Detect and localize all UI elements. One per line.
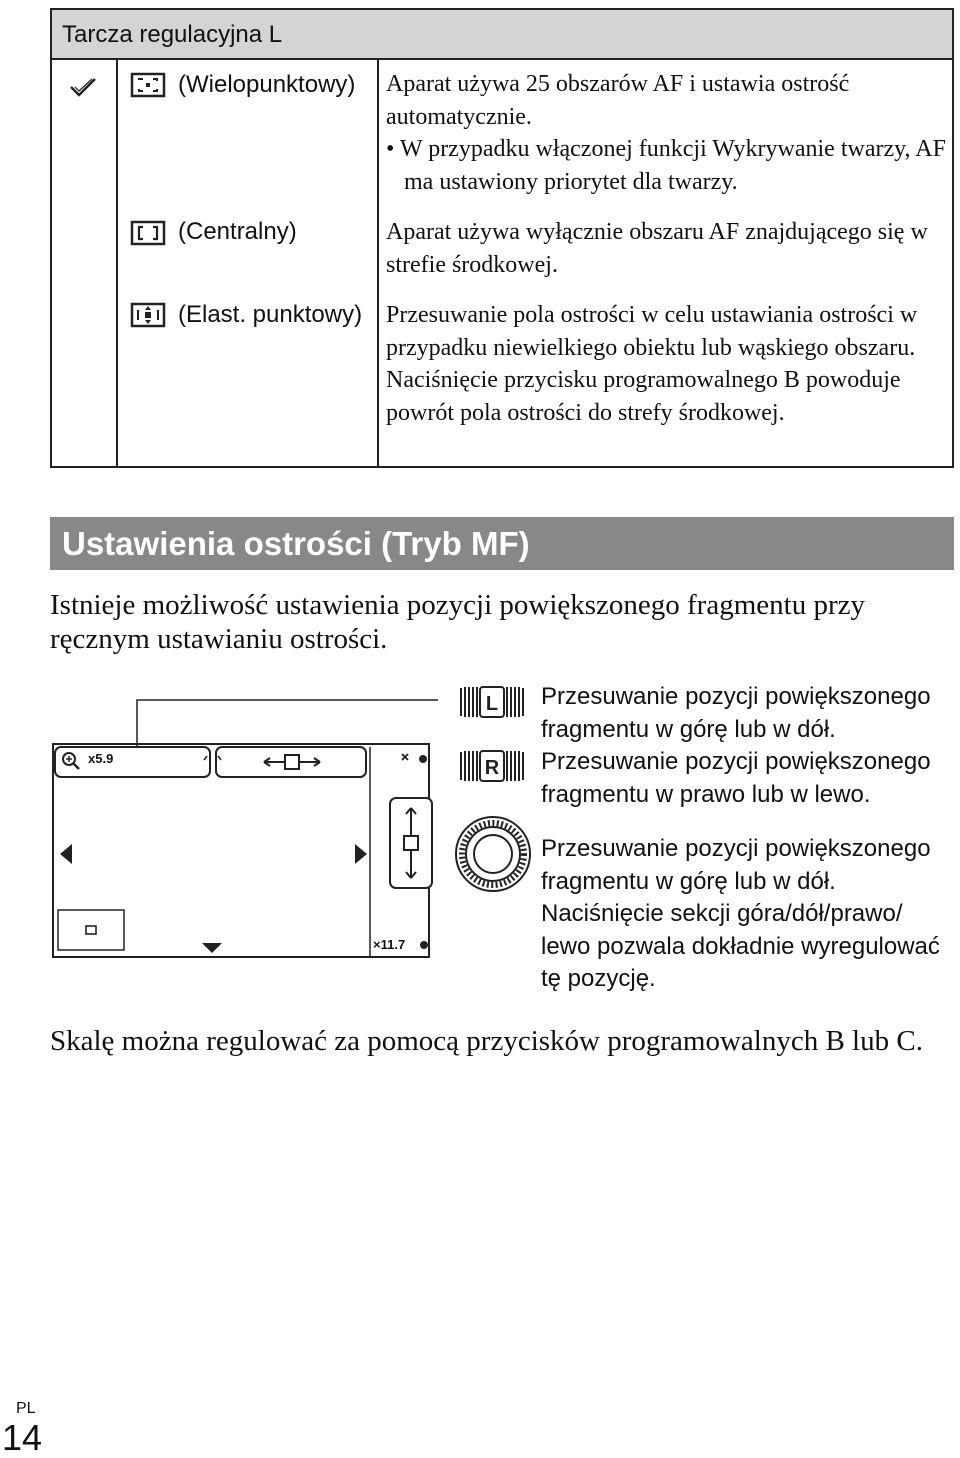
left-arrow-icon bbox=[60, 844, 72, 864]
bullet-note: • W przypadku włączonej funkcji Wykrywanie twarzy, AF ma ustawiony priorytet dla twarzy. bbox=[386, 133, 946, 198]
camera-screen-diagram bbox=[52, 688, 438, 960]
screen-illustration bbox=[52, 688, 438, 960]
mode-label-center: (Centralny) bbox=[178, 218, 297, 245]
table-divider bbox=[116, 60, 118, 466]
intro-paragraph: Istnieje możliwość ustawienia pozycji powiększonego fragmentu przy ręcznym ustawianiu ostrości. bbox=[50, 589, 865, 655]
magnifier-icon bbox=[63, 753, 79, 769]
down-arrow-icon bbox=[202, 943, 222, 953]
table-divider bbox=[377, 60, 379, 466]
description-text: Aparat używa 25 obszarów AF i ustawia ostrość automatycznie. bbox=[386, 71, 850, 130]
svg-text:L: L bbox=[485, 693, 499, 715]
mode-label-wide: (Wielopunktowy) bbox=[178, 71, 356, 98]
control-description-r: Przesuwanie pozycji powiększonego fragmentu w prawo lub w lewo. bbox=[541, 748, 931, 808]
scale-value: ×11.7 bbox=[373, 937, 406, 952]
table-header: Tarcza regulacyjna L bbox=[52, 10, 952, 60]
page-number: 14 bbox=[2, 1417, 43, 1458]
mode-description-flexible: Przesuwanie pola ostrości w celu ustawiania ostrości w przypadku niewielkiego obiektu lub wąskiego obszaru. Naciśnięcie przycisku programowalnego B powoduje powrót pola ostrości do strefy środkowej. bbox=[386, 302, 918, 426]
svg-text:R: R bbox=[484, 757, 500, 779]
right-arrow-icon bbox=[355, 844, 367, 864]
mode-description-center: Aparat używa wyłącznie obszaru AF znajdującego się w strefie środkowej. bbox=[386, 219, 928, 278]
wide-af-icon bbox=[130, 72, 166, 98]
dial-l-icon bbox=[457, 682, 527, 722]
closing-paragraph: Skalę można regulować za pomocą przycisków programowalnych B lub C. bbox=[50, 1025, 923, 1057]
page-language: PL bbox=[16, 1400, 36, 1417]
check-icon bbox=[68, 76, 98, 98]
control-description-l: Przesuwanie pozycji powiększonego fragmentu w górę lub w dół. bbox=[541, 683, 931, 743]
horizontal-move-icon bbox=[264, 755, 320, 769]
control-wheel-icon bbox=[454, 815, 532, 893]
control-description-wheel: Przesuwanie pozycji powiększonego fragmentu w górę lub w dół. Naciśnięcie sekcji góra/dół/prawo/ lewo pozwala dokładnie wyregulować tę pozycję. bbox=[541, 835, 940, 992]
flexible-spot-af-icon bbox=[130, 302, 166, 328]
mode-label-flexible: (Elast. punktowy) bbox=[178, 301, 363, 328]
center-af-icon bbox=[130, 220, 166, 246]
dial-r-icon bbox=[457, 746, 527, 786]
zoom-value: x5.9 bbox=[88, 751, 114, 766]
section-heading: Ustawienia ostrości (Tryb MF) bbox=[50, 517, 954, 570]
mode-description-wide bbox=[386, 68, 946, 198]
af-area-table bbox=[50, 8, 954, 468]
